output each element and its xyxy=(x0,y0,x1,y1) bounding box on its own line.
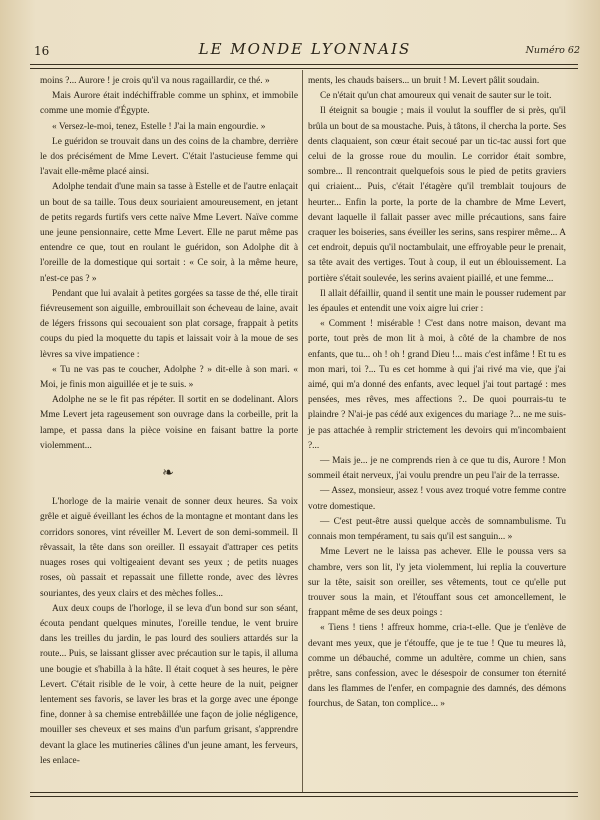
issue-number: Numéro 62 xyxy=(525,45,580,56)
paragraph: — Assez, monsieur, assez ! vous avez troqué votre femme contre votre domestique. xyxy=(308,486,566,512)
header-rule xyxy=(30,64,578,69)
paragraph: — Mais je... je ne comprends rien à ce que tu dis, Aurore ! Mon sommeil était nerveux, j'ai voulu prendre un peu l'air de la terrasse. xyxy=(308,456,566,482)
paragraph: Mme Levert ne le laissa pas achever. Elle le poussa vers sa chambre, vers son lit, l'y jeta violemment, lui replia la couverture sur la tête, saisit son oreiller, ses vêtements, tout ce qu'elle put trouver sous la main, et l'étouffant sous cet amoncellement, le frappant même de ses deux poings : xyxy=(308,547,566,619)
paragraph: Il éteignit sa bougie ; mais il voulut la souffler de si près, qu'il brûla un bout de sa moustache. Puis, à tâtons, il chercha la porte. Ses dents claquaient, son cœur était secoué par un tic-tac aussi fort que celui de la grosse roue du moulin. Le corridor était sombre, sombre... Il rencontrait quelquefois sous le pied de petits graviers qui criaient... Puis, c'était l'étagère qu'il tremblait toujours de heurter... Enfin la porte, la porte de la chambre de Mme Levert, devant laquelle il fallait passer avec mille précautions, sans faire craquer les boiseries, sans éveiller les serins, sans respirer même... A cet endroit, depuis qu'il noctambulait, une effroyable peur le prenait, sa tête avait des vertiges. Tout à coup, il eut un éblouissement. La portière s'était soulevée, les serins avaient piaillé, et une femme... xyxy=(308,106,567,284)
page-header xyxy=(30,40,580,62)
paragraph: Le guéridon se trouvait dans un des coins de la chambre, derrière le dos précisément de Mme Levert. C'était l'astucieuse femme qui l'avait elle-même placé ainsi. xyxy=(40,136,298,178)
paragraph: « Tiens ! tiens ! affreux homme, cria-t-elle. Que je t'enlève de devant mes yeux, que je t'étouffe, que je te tue ! Que tu meures là, comme un débauché, comme un adultère, comme un chien, sans prêtre, sans confession, avec le désespoir de consumer ton éternité dans les flammes de l'enfer, en compagnie des damnés, des démons fourchus, de Satan, ton complice... » xyxy=(308,623,566,710)
page-number: 16 xyxy=(34,44,50,58)
paragraph: ments, les chauds baisers... un bruit ! M. Levert pâlit soudain. xyxy=(308,76,540,86)
paragraph: Mais Aurore était indéchiffrable comme un sphinx, et immobile comme une momie d'Égypte. xyxy=(40,91,298,117)
paragraph: Il allait défaillir, quand il sentit une main le pousser rudement par les épaules et entendit une voix aigre lui crier : xyxy=(308,288,566,315)
paragraph: « Comment ! misérable ! C'est dans notre maison, devant ma porte, tout près de mon lit à moi, à côté de la chambre de nos enfants, que tu... oh ! oh ! grand Dieu !... mais c'est infâme ! Et tu es mon mari, toi ?... Tu es cet homme à qui j'ai rivé ma vie, que j'ai aimé, qui m'a donné des enfants, avec lequel j'ai tout partagé : mes pensées, mes rêves, mes affections ?.. De quoi pourrais-tu te plaindre ? N'ai-je pas cédé aux exigences du mariage ?... ne me suis-je pas attachée à remplir strictement les devoirs qui m'incombaient ?... xyxy=(308,319,566,451)
paragraph: Adolphe ne se le fit pas répéter. Il sortit en se dodelinant. Alors Mme Levert jeta rageusement son ouvrage dans la corbeille, prit la lampe, et passa dans la pièce voisine en faisant battre la porte violemment... xyxy=(40,395,298,451)
right-column xyxy=(308,74,566,713)
journal-title: LE MONDE LYONNAIS xyxy=(198,40,412,58)
paragraph: Aux deux coups de l'horloge, il se leva d'un bond sur son séant, écouta pendant quelques minutes, l'oreille tendue, le vent bruire dans les treilles du jardin, le pas lourd des souliers attardés sur la route... Puis, se laissant glisser avec précaution sur le tapis, il alluma une bougie et s'habilla à la hâte. Il était coquet à ses heures, le père Levert. C'était risible de le voir, à cette heure de la nuit, peigner lentement ses favoris, se laver les bras et la gorge avec une éponge fine, donner à sa chemise entrebâillée une façon de jolie négligence, mouiller ses cheveux et ses mains d'un parfum grisant, s'apprendre devant la glace les mutineries câlines d'un jeune amant, les ferveurs, les enlace- xyxy=(40,603,298,766)
paragraph: — C'est peut-être aussi quelque accès de somnambulisme. Tu connais mon tempérament, tu sais qu'il est sanguin... » xyxy=(308,516,566,543)
left-column xyxy=(40,74,298,769)
paragraph: « Tu ne vas pas te coucher, Adolphe ? » dit-elle à son mari. « Moi, je finis mon aiguillée et je te suis. » xyxy=(40,364,298,391)
section-ornament: ❧ xyxy=(162,466,176,482)
column-divider xyxy=(302,70,303,792)
paragraph: L'horloge de la mairie venait de sonner deux heures. Sa voix grêle et aiguë éveillant les échos de la montagne et montant dans les corridors sonores, vint réveiller M. Levert de son demi-sommeil. Il rêvassait, la tête dans son oreiller. Il essayait d'attraper ces petits nuages roses qui voltigeaient devant ses yeux ; de petits nuages roses, où passait et repassait une fillette ronde, avec des lèvres souriantes, des yeux clairs et des mèches folles... xyxy=(40,497,298,599)
paragraph: moins ?... Aurore ! je crois qu'il va nous ragaillardir, ce thé. » xyxy=(40,76,270,86)
paragraph: Ce n'était qu'un chat amoureux qui venait de sauter sur le toit. xyxy=(320,91,552,102)
footer-rule xyxy=(30,792,578,797)
paragraph: Pendant que lui avalait à petites gorgées sa tasse de thé, elle tirait fiévreusement son aiguille, embrouillait son écheveau de laine, avait de légers frissons qui secouaient son plat corsage, frappait à petits coups du pied la moquette du tapis et laissait voir à la moue de ses lèvres sa vive impatience : xyxy=(40,288,298,360)
paragraph: Adolphe tendait d'une main sa tasse à Estelle et de l'autre enlaçait un bout de sa taille. Tous deux souriaient amoureusement, en jetant de petits regards furtifs vers cette naïve Mme Levert. Naïve comme une jeune pensionnaire, cette Mme Levert. Elle ne parut même pas entendre ce que, tout en roulant le guéridon, son Adolphe dit à l'oreille de la domestique qui sortait : « Ce soir, à la même heure, n'est-ce pas ? » xyxy=(40,182,298,284)
paragraph: « Versez-le-moi, tenez, Estelle ! J'ai la main engourdie. » xyxy=(52,121,266,132)
